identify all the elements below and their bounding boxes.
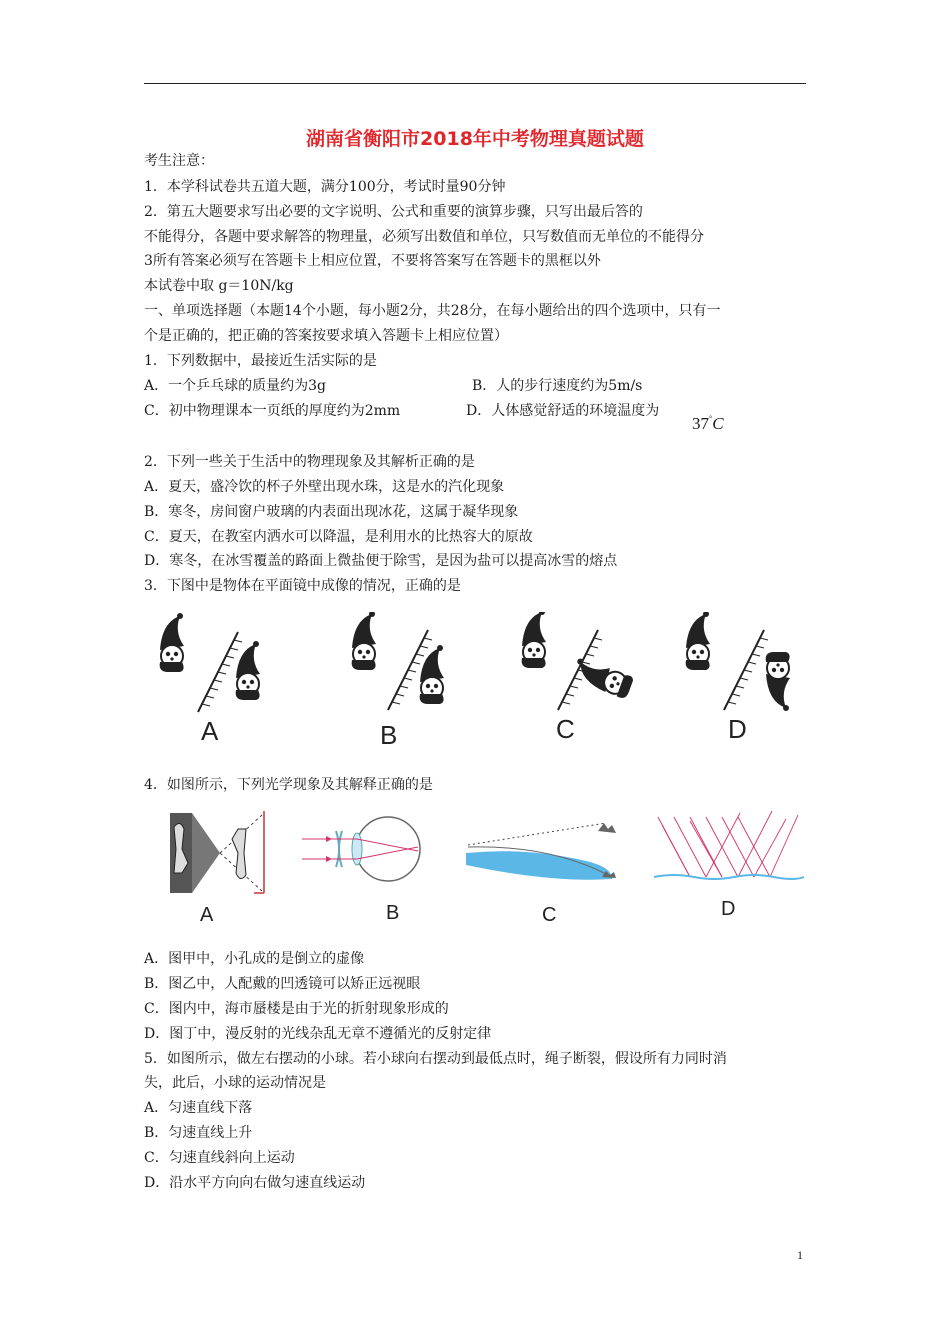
q4-label-c: C <box>542 904 557 926</box>
q4-mirage-drawing <box>466 823 616 880</box>
q5-option-b: B．匀速直线上升 <box>144 1125 253 1141</box>
q1-temperature <box>692 414 724 434</box>
q5-option-a: A．匀速直线下落 <box>144 1100 253 1116</box>
page-number: 1 <box>797 1248 803 1262</box>
q4-label-b: B <box>386 902 400 924</box>
q5-option-d: D．沿水平方向向右做匀速直线运动 <box>144 1175 366 1191</box>
q4-eye-lens-drawing <box>302 817 420 881</box>
temp-value: 37 <box>692 414 709 433</box>
q4-option-c: C．图内中，海市蜃楼是由于光的折射现象形成的 <box>144 1001 449 1017</box>
q2-stem: 2．下列一些关于生活中的物理现象及其解析正确的是 <box>144 454 475 470</box>
q1-option-a: A．一个乒乓球的质量约为3g <box>144 378 326 394</box>
header-rule <box>144 83 806 84</box>
q3-label-a: A <box>201 716 219 746</box>
q2-option-d: D．寒冬，在冰雪覆盖的路面上微盐便于除雪，是因为盐可以提高冰雪的熔点 <box>144 553 618 569</box>
degree-mark: ° <box>709 414 713 423</box>
section1-line2: 个是正确的，把正确的答案按要求填入答题卡上相应位置） <box>144 328 508 344</box>
q1-option-b: B．人的步行速度约为5m/s <box>472 378 643 394</box>
q2-option-b: B．寒冬，房间窗户玻璃的内表面出现冰花，这属于凝华现象 <box>144 504 519 520</box>
q3-label-d: D <box>728 714 747 744</box>
temp-unit: C <box>712 414 724 433</box>
q3-stem: 3．下图中是物体在平面镜中成像的情况，正确的是 <box>144 578 461 594</box>
section1-line1: 一、单项选择题（本题14个小题，每小题2分，共28分，在每小题给出的四个选项中，只有一 <box>144 303 721 319</box>
q1-option-c: C．初中物理课本一页纸的厚度约为2mm <box>144 403 401 419</box>
q4-figure <box>150 805 810 905</box>
q4-option-b: B．图乙中，人配戴的凹透镜可以矫正远视眼 <box>144 976 421 992</box>
q4-option-a: A．图甲中，小孔成的是倒立的虚像 <box>144 951 365 967</box>
note-2b: 不能得分，各题中要求解答的物理量，必须写出数值和单位，只写数值而无单位的不能得分 <box>144 229 704 245</box>
q4-pinhole-drawing <box>170 811 264 893</box>
note-4: 本试卷中取 g＝10N/kg <box>144 278 294 294</box>
q4-label-d: D <box>721 898 736 920</box>
q2-option-a: A．夏天，盛冷饮的杯子外壁出现水珠，这是水的汽化现象 <box>144 479 505 495</box>
q1-option-d: D．人体感觉舒适的环境温度为 <box>466 403 660 419</box>
q5-stem-1: 5．如图所示，做左右摆动的小球。若小球向右摆动到最低点时，绳子断裂，假设所有力同时消 <box>144 1051 727 1067</box>
q3-label-c: C <box>556 714 575 744</box>
note-2a: 2．第五大题要求写出必要的文字说明、公式和重要的演算步骤，只写出最后答的 <box>144 204 643 220</box>
q3-label-b: B <box>380 720 398 750</box>
q3-option-a-drawing <box>160 613 260 712</box>
q4-diffuse-drawing <box>654 811 804 879</box>
note-1: 1．本学科试卷共五道大题，满分100分，考试时量90分钟 <box>144 179 506 195</box>
note-3: 3所有答案必须写在答题卡上相应位置，不要将答案写在答题卡的黑框以外 <box>144 253 601 269</box>
q4-label-a: A <box>200 904 214 926</box>
q3-option-b-drawing <box>352 612 444 710</box>
q4-option-d: D．图丁中，漫反射的光线杂乱无章不遵循光的反射定律 <box>144 1026 492 1042</box>
page-title: 湖南省衡阳市2018年中考物理真题试题 <box>306 128 644 150</box>
q5-stem-2: 失，此后，小球的运动情况是 <box>144 1075 326 1091</box>
q3-option-c-drawing <box>522 612 635 710</box>
q5-option-c: C．匀速直线斜向上运动 <box>144 1150 295 1166</box>
q4-stem: 4．如图所示，下列光学现象及其解释正确的是 <box>144 777 433 793</box>
q3-option-d-drawing <box>686 612 790 711</box>
notes-heading: 考生注意： <box>144 153 214 169</box>
q3-figure <box>150 612 810 752</box>
q1-stem: 1．下列数据中，最接近生活实际的是 <box>144 353 377 369</box>
q2-option-c: C．夏天，在教室内洒水可以降温，是利用水的比热容大的原故 <box>144 529 533 545</box>
